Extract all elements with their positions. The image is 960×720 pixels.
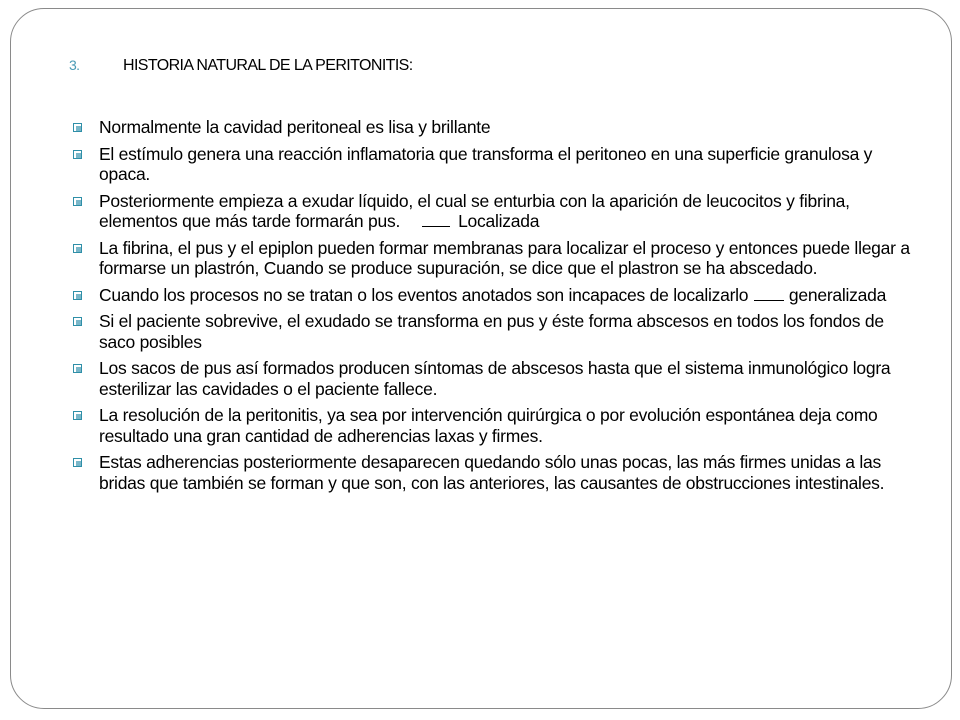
page-title: HISTORIA NATURAL DE LA PERITONITIS: bbox=[123, 57, 413, 74]
list-item bbox=[69, 311, 915, 352]
square-bullet-icon bbox=[73, 123, 82, 132]
square-bullet-icon bbox=[73, 317, 82, 326]
list-item bbox=[69, 238, 915, 279]
bullet-text: Cuando los procesos no se tratan o los eventos anotados son incapaces de localizarlo bbox=[99, 284, 749, 305]
bullet-inline-label: Localizada bbox=[458, 211, 540, 231]
list-item bbox=[69, 358, 915, 399]
bullet-text: Si el paciente sobrevive, el exudado se transforma en pus y éste forma abscesos en todos los fondos de saco posibles bbox=[99, 311, 884, 352]
bullet-text: Los sacos de pus así formados producen síntomas de abscesos hasta que el sistema inmunológico logra esterilizar las cavidades o el paciente fallece. bbox=[99, 358, 891, 399]
bullet-inline-label: generalizada bbox=[788, 284, 887, 305]
blank-line bbox=[422, 212, 450, 227]
list-item bbox=[69, 144, 915, 185]
bullet-list bbox=[69, 117, 915, 499]
square-bullet-icon bbox=[73, 364, 82, 373]
list-item bbox=[69, 285, 915, 306]
list-item bbox=[69, 191, 915, 232]
square-bullet-icon bbox=[73, 150, 82, 159]
slide-frame bbox=[10, 8, 952, 709]
square-bullet-icon bbox=[73, 411, 82, 420]
bullet-text: La resolución de la peritonitis, ya sea por intervención quirúrgica o por evolución espontánea deja como resultado una gran cantidad de adherencias laxas y firmes. bbox=[99, 405, 878, 446]
blank-line bbox=[754, 286, 784, 301]
bullet-text: Posteriormente empieza a exudar líquido, el cual se enturbia con la aparición de leucocitos y fibrina, elementos que más tarde formarán pus. bbox=[99, 190, 850, 231]
square-bullet-icon bbox=[73, 244, 82, 253]
square-bullet-icon bbox=[73, 291, 82, 300]
list-item bbox=[69, 452, 915, 493]
list-item bbox=[69, 405, 915, 446]
bullet-text: La fibrina, el pus y el epiplon pueden formar membranas para localizar el proceso y entonces puede llegar a formarse un plastrón, Cuando se produce supuración, se dice que el plastron se ha abscedado. bbox=[99, 237, 910, 278]
slide-heading bbox=[69, 55, 413, 76]
bullet-text: Normalmente la cavidad peritoneal es lisa y brillante bbox=[99, 117, 491, 137]
bullet-text: Estas adherencias posteriormente desaparecen quedando sólo unas pocas, las más firmes unidas a las bridas que también se forman y que son, con las anteriores, las causantes de obstrucciones intestinales. bbox=[99, 452, 885, 493]
bullet-text: El estímulo genera una reacción inflamatoria que transforma el peritoneo en una superficie granulosa y opaca. bbox=[99, 143, 873, 184]
square-bullet-icon bbox=[73, 458, 82, 467]
square-bullet-icon bbox=[73, 197, 82, 206]
list-item bbox=[69, 117, 915, 138]
section-number: 3. bbox=[69, 57, 80, 73]
